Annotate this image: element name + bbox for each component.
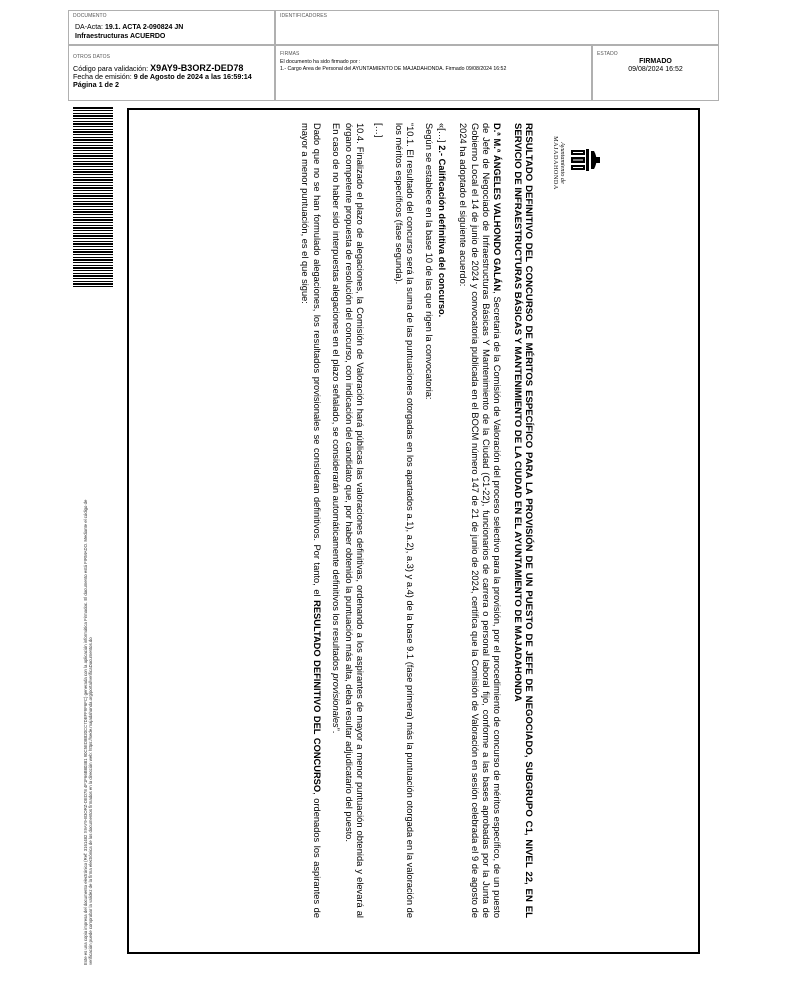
documento-value [75, 24, 183, 41]
estado-value: FIRMADO [639, 58, 672, 65]
firmas-box [275, 45, 592, 101]
base-10-1: “10.1. El resultado del concurso será la suma de las puntuaciones otorgadas en los apartados a.1), a.2), a.3) y a.4) de la base 9.1 (fase primera) más la puntuación otorgada en la valoración de los méritos específicos (fase segunda). [393, 123, 415, 918]
codigo-validacion[interactable]: X9AY9-B3ORZ-DED78 [150, 63, 244, 73]
conclusion-start: Dado que no se han formulado alegaciones, los resultados provisionales se consideran definitivos. Por tanto, el [311, 123, 322, 601]
documento-label: DOCUMENTO [73, 13, 107, 19]
base-10-4: 10.4. Finalizado el plazo de alegaciones, la Comisión de Valoración hará públicas las valoraciones definitivas, ordenando a los aspirantes de mayor a menor puntuación obtenida y elevará al órgano competente propuesta de resolución del concurso, con indicación del candidato que, por haber obtenido la puntuación más alta, deba resultar adjudicatario del puesto. [343, 123, 366, 918]
identificadores-label: IDENTIFICADORES [280, 13, 328, 19]
acta-subject: Infraestructuras ACUERDO [75, 32, 166, 40]
verification-line-2: verificación puede comprobar la validez de la firma electrónica de los documentos firmados en la dirección web: https://sede.majadahonda.org/portal/verificaDocumentos.do [88, 637, 94, 965]
barcode [73, 107, 113, 287]
otros-datos-box [68, 45, 275, 101]
certification-text: , Secretaria de la Comisión de Valoración del proceso selectivo para la provisión, por el procedimiento de concurso de méritos específico, de un puesto de Jefe de Negociado de Infraestructuras Básicas Y Mantenimiento de la Ciudad (C1-22), funcionarios de carrera o personal laboral fijo, conforme a las bases aprobadas por la Junta de Gobierno Local el 14 de junio de 2024 y convocatoria publicada en el BOCM número 147 de 21 de junio de 2024, certifica que la Comisión de Valoración en sesión celebrada el 9 de agosto de 2024 ha adoptado el siguiente acuerdo: [458, 123, 502, 919]
otros-datos-label: OTROS DATOS [73, 54, 111, 60]
section-title: 2.- Calificación definitiva del concurso. [437, 145, 448, 318]
estado-label: ESTADO [597, 51, 618, 57]
acta-prefix: DA-Acta: [75, 24, 105, 31]
document-body [210, 123, 600, 918]
coat-of-arms-icon [568, 145, 600, 175]
provisionales-word: provisionales [330, 673, 341, 728]
section-prefix: «[…] [437, 123, 448, 146]
logo-line-1: Ayuntamiento de [559, 142, 566, 184]
logo-text [552, 123, 566, 203]
logo-area [538, 123, 600, 918]
estado-date: 09/08/2024 16:52 [628, 66, 683, 73]
estado-box [592, 45, 719, 101]
ellipsis: […] [374, 123, 385, 138]
secretary-name: D.ª M.ª ÁNGELES VALHONDO GALÁN [492, 123, 502, 292]
closing-quote: ”. [330, 727, 341, 734]
base-10-4-continuation [330, 123, 341, 918]
fecha-prefix: Fecha de emisión: [73, 72, 134, 81]
acta-number: 19.1. ACTA 2-090824 JN [104, 24, 184, 31]
certification-paragraph [457, 123, 502, 918]
firmas-label: FIRMAS [280, 51, 300, 57]
firmas-values [280, 59, 506, 72]
ayuntamiento-logo [540, 123, 600, 203]
codigo-prefix: Código para validación: [73, 64, 151, 73]
identificadores-box [275, 10, 719, 45]
base-reference: Según se establece en la base 10 de las que rigen la convocatoria: [423, 123, 434, 400]
pagina: Página 1 de 2 [73, 80, 119, 89]
documento-box [68, 10, 275, 45]
resultado-definitivo: RESULTADO DEFINITIVO DEL CONCURSO [311, 600, 322, 793]
alegaciones-text: En caso de no haber sido interpuestas alegaciones en el plazo señalado, se considerarán automáticamente definitivos los resultados [330, 123, 341, 674]
conclusion-end: , ordenados los aspirantes de mayor a menor puntuación, es el que sigue: [300, 123, 322, 919]
verification-note [83, 305, 94, 965]
document-title: RESULTADO DEFINITIVO DEL CONCURSO DE MÉRITOS ESPECÍFICO PARA LA PROVISIÓN DE UN PUESTO DE JEFE DE NEGOCIADO, SUBGRUPO C1, NIVEL 22, EN EL SERVICIO DE INFRAESTRUCTURAS BÁSICAS Y MANTENIMIENTO DE LA CIUDAD EN EL AYUNTAMIENTO DE MAJADAHONDA [512, 123, 534, 918]
logo-line-2: MAJADAHONDA [552, 136, 559, 190]
conclusion-paragraph [299, 123, 321, 918]
verification-line-1: Este es una copia impresa del documento electrónico (Ref: 3161482 X9AY9-B3ORZ-DED78 4F1F66B80381 90C5ED8B20CC7DEFF9F6FC) generada con la aplicación informática Firmadoc. El documento está FIRMADO. Mediante el código de [83, 499, 88, 965]
estado-values [593, 58, 718, 74]
firmas-signer: 1.- Cargo Area de Personal del AYUNTAMIENTO DE MAJADAHONDA. Firmado 09/08/2024 16:52 [280, 65, 507, 72]
firmas-intro: El documento ha sido firmado por : [280, 59, 361, 65]
otros-datos-values [73, 64, 252, 89]
section-heading [436, 123, 447, 918]
fecha-emision: 9 de Agosto de 2024 a las 16:59:14 [133, 72, 252, 81]
